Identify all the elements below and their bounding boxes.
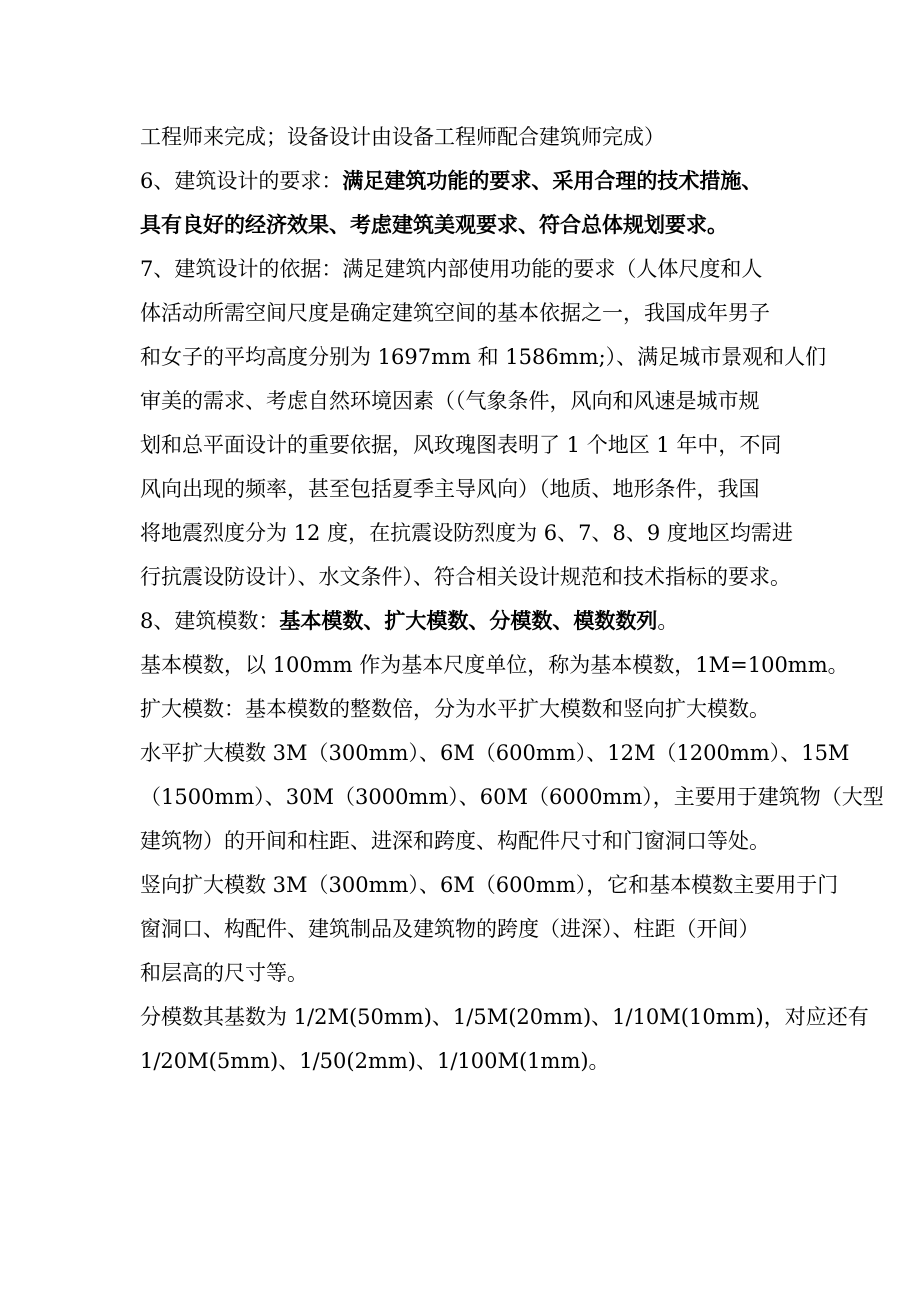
line-text: 7、建筑设计的依据：满足建筑内部使用功能的要求（人体尺度和人 <box>140 257 763 281</box>
line-text: 将地震烈度分为 12 度，在抗震设防烈度为 6、7、8、9 度地区均需进 <box>140 521 793 545</box>
line-text: 划和总平面设计的重要依据，风玫瑰图表明了 1 个地区 1 年中，不同 <box>140 433 782 457</box>
line-text: 水平扩大模数 3M（300mm）、6M（600mm）、12M（1200mm）、15M <box>140 741 850 765</box>
line-text: 基本模数，以 100mm 作为基本尺度单位，称为基本模数，1M=100mm。 <box>140 653 849 677</box>
line-text: 1/20M(5mm)、1/50(2mm)、1/100M(1mm)。 <box>140 1049 610 1073</box>
text-line-18 <box>140 863 839 907</box>
text-line-17 <box>140 819 788 863</box>
text-line-4-design-basis <box>140 247 788 291</box>
line-text: （1500mm）、30M（3000mm）、60M（6000mm），主要用于建筑物（大型 <box>140 785 884 809</box>
text-line-7 <box>140 379 788 423</box>
bold-answer: 满足建筑功能的要求、采用合理的技术措施、 <box>342 168 763 193</box>
line-tail: 。 <box>657 609 679 633</box>
line-text: 竖向扩大模数 3M（300mm）、6M（600mm），它和基本模数主要用于门 <box>140 873 839 897</box>
bold-answer: 基本模数、扩大模数、分模数、模数数列 <box>279 608 658 633</box>
item-heading: 8、建筑模数： <box>140 609 280 633</box>
text-line-20 <box>140 951 788 995</box>
line-text: 分模数其基数为 1/2M(50mm)、1/5M(20mm)、1/10M(10mm)，对应还有 <box>140 1005 869 1029</box>
text-line-9 <box>140 467 788 511</box>
text-line-13 <box>140 643 849 687</box>
document-page <box>140 115 884 1083</box>
line-text: 建筑物）的开间和柱距、进深和跨度、构配件尺寸和门窗洞口等处。 <box>140 829 770 853</box>
line-text: 行抗震设防设计）、水文条件）、符合相关设计规范和技术指标的要求。 <box>140 565 791 589</box>
text-line-19 <box>140 907 788 951</box>
text-line-6 <box>140 335 827 379</box>
text-line-3 <box>140 203 788 247</box>
bold-answer: 具有良好的经济效果、考虑建筑美观要求、符合总体规划要求。 <box>140 212 728 237</box>
text-line-2-design-requirements <box>140 159 788 203</box>
text-line-1 <box>140 115 788 159</box>
text-line-21 <box>140 995 869 1039</box>
text-line-14 <box>140 687 788 731</box>
text-line-12-modulus <box>140 599 788 643</box>
line-text: 审美的需求、考虑自然环境因素（（气象条件，风向和风速是城市规 <box>140 389 760 413</box>
line-text: 体活动所需空间尺度是确定建筑空间的基本依据之一，我国成年男子 <box>140 301 770 325</box>
text-line-22 <box>140 1039 788 1083</box>
text-line-16 <box>140 775 884 819</box>
line-text: 窗洞口、构配件、建筑制品及建筑物的跨度（进深）、柱距（开间） <box>140 917 760 941</box>
line-text: 扩大模数：基本模数的整数倍，分为水平扩大模数和竖向扩大模数。 <box>140 697 770 721</box>
text-line-11 <box>140 555 791 599</box>
line-text: 工程师来完成；设备设计由设备工程师配合建筑师完成） <box>140 125 665 149</box>
line-text: 和女子的平均高度分别为 1697mm 和 1586mm;）、满足城市景观和人们 <box>140 345 827 369</box>
text-line-8 <box>140 423 788 467</box>
line-text: 风向出现的频率，甚至包括夏季主导风向）（地质、地形条件，我国 <box>140 477 760 501</box>
text-line-10 <box>140 511 793 555</box>
line-text: 和层高的尺寸等。 <box>140 961 308 985</box>
text-line-5 <box>140 291 788 335</box>
item-heading: 6、建筑设计的要求： <box>140 169 343 193</box>
text-line-15 <box>140 731 850 775</box>
